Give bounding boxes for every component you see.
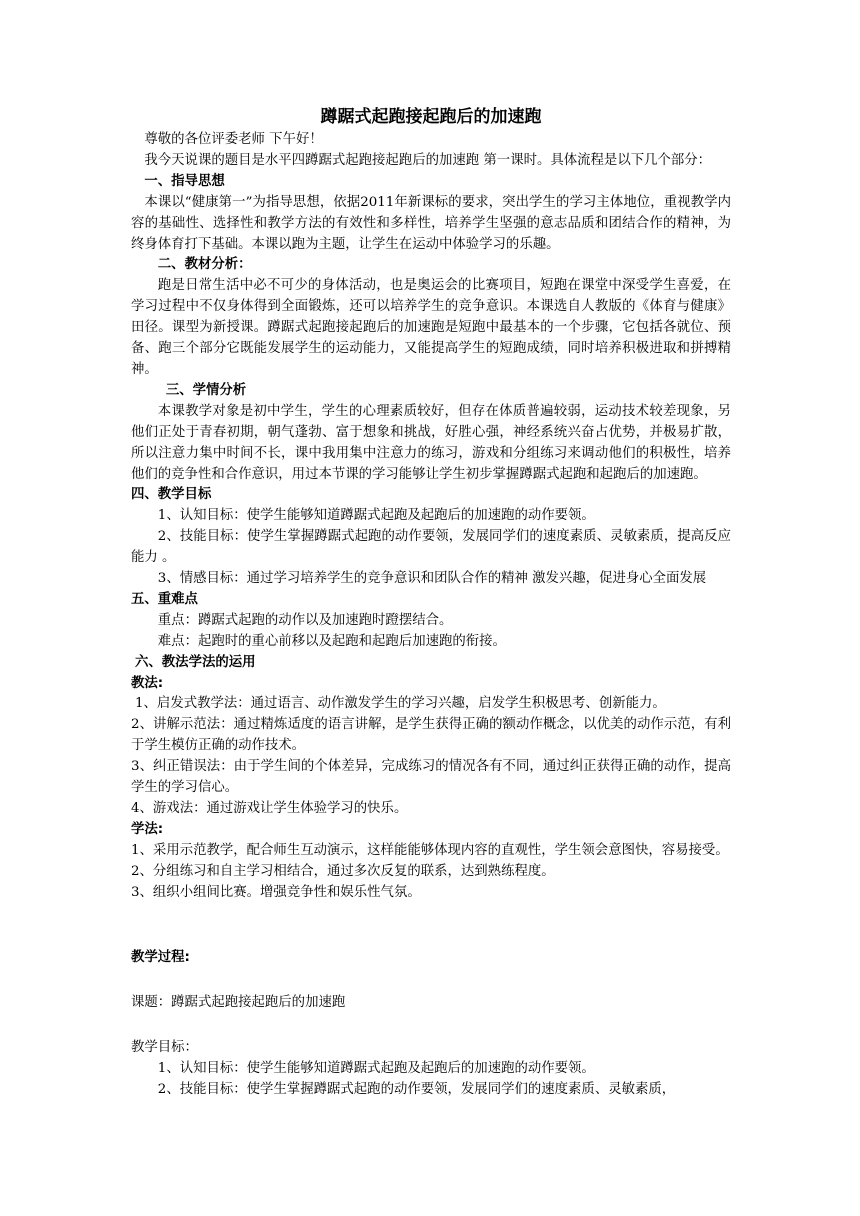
section-heading-student-analysis: 三、学情分析 bbox=[165, 382, 247, 398]
goal-skill: 2、技能目标：使学生掌握蹲踞式起跑的动作要领，发展同学们的速度素质、灵敏素质，提高反应能力 。 bbox=[131, 529, 731, 566]
greeting: 尊敬的各位评委老师 下午好！ bbox=[144, 132, 323, 147]
goal-cognitive-repeat: 1、认知目标：使学生能够知道蹲踞式起跑及起跑后的加速跑的动作要领。 bbox=[157, 1061, 595, 1077]
learning-methods-label: 学法: bbox=[131, 821, 164, 837]
section-body-student-analysis: 本课教学对象是初中学生，学生的心理素质较好，但存在体质普遍较弱，运动技术较差现象，另他们正处于青春初期，朝气蓬勃、富于想象和挑战，好胜心强，神经系统兴奋占优势，并极易扩散，所以注意力集中时间不长，课中我用集中注意力的练习，游戏和分组练习来调动他们的积极性，培养他们的竞争性和合作意识，用过本节课的学习能够让学生初步掌握蹲踞式起跑和起跑后的加速跑。 bbox=[131, 403, 731, 482]
blank-line bbox=[131, 1014, 731, 1038]
section-heading-guiding-thought: 一、指导思想 bbox=[144, 173, 225, 189]
intro-paragraph: 我今天说课的题目是水平四蹲踞式起跑接起跑后的加速跑 第一课时。具体流程是以下几个部分： bbox=[144, 152, 712, 168]
learning-method-item: 3、组织小组间比赛。增强竞争性和娱乐性气氛。 bbox=[131, 884, 421, 900]
section-heading-key-points: 五、重难点 bbox=[131, 591, 198, 607]
teaching-method-item: 1、启发式教学法：通过语言、动作激发学生的学习兴趣，启发学生积极思考、创新能力。 bbox=[135, 696, 666, 712]
teaching-methods-label: 教法: bbox=[131, 675, 164, 691]
key-point: 重点：蹲踞式起跑的动作以及加速跑时蹬摆结合。 bbox=[157, 612, 453, 628]
goal-cognitive: 1、认知目标：使学生能够知道蹲踞式起跑及起跑后的加速跑的动作要领。 bbox=[157, 508, 595, 524]
goal-emotion: 3、情感目标：通过学习培养学生的竞争意识和团队合作的精神 激发兴趣，促进身心全面发展 bbox=[157, 571, 707, 587]
document-title: 蹲踞式起跑接起跑后的加速跑 bbox=[320, 107, 542, 127]
blank-line bbox=[131, 924, 731, 948]
learning-method-item: 1、采用示范教学，配合师生互动演示，这样能能够体现内容的直观性，学生领会意图快，容易接受。 bbox=[131, 842, 729, 858]
document-page bbox=[131, 104, 731, 1101]
section-body-guiding-thought: 本课以“健康第一”为指导思想，依据2011年新课标的要求，突出学生的学习主体地位，重视教学内容的基础性、选择性和教学方法的有效性和多样性，培养学生坚强的意志品质和团结合作的精神，为终身体育打下基础。本课以跑为主题，让学生在运动中体验学习的乐趣。 bbox=[131, 194, 731, 252]
teaching-goals-label: 教学目标： bbox=[131, 1040, 198, 1056]
blank-line bbox=[131, 969, 731, 993]
section-heading-material-analysis: 二、教材分析： bbox=[157, 257, 252, 273]
section-heading-teaching-goals: 四、教学目标 bbox=[131, 487, 212, 503]
section-heading-methods: 六、教法学法的运用 bbox=[135, 654, 256, 670]
goal-skill-repeat: 2、技能目标：使学生掌握蹲踞式起跑的动作要领，发展同学们的速度素质、灵敏素质， bbox=[157, 1082, 676, 1098]
lesson-topic: 课题：蹲踞式起跑接起跑后的加速跑 bbox=[131, 995, 346, 1011]
difficult-point: 难点：起跑时的重心前移以及起跑和起跑后加速跑的衔接。 bbox=[157, 633, 506, 649]
section-body-material-analysis: 跑是日常生活中必不可少的身体活动，也是奥运会的比赛项目，短跑在课堂中深受学生喜爱，在学习过程中不仅身体得到全面锻炼，还可以培养学生的竞争意识。本课选自人教版的《体育与健康》田径。课型为新授课。蹲踞式起跑接起跑后的加速跑是短跑中最基本的一个步骤，它包括各就位、预备、跑三个部分它既能发展学生的运动能力，又能提高学生的短跑成绩，同时培养积极进取和拼搏精神。 bbox=[131, 278, 731, 377]
teaching-method-item: 3、纠正错误法：由于学生间的个体差异，完成练习的情况各有不同，通过纠正获得正确的动作，提高学生的学习信心。 bbox=[131, 759, 731, 796]
teaching-method-item: 4、游戏法：通过游戏让学生体验学习的快乐。 bbox=[131, 801, 408, 816]
blank-line bbox=[131, 904, 731, 925]
teaching-process-heading: 教学过程: bbox=[131, 950, 190, 966]
teaching-method-item: 2、讲解示范法：通过精炼适度的语言讲解，是学生获得正确的额动作概念，以优美的动作示范，有利于学生模仿正确的动作技术。 bbox=[131, 717, 731, 754]
learning-method-item: 2、分组练习和自主学习相结合，通过多次反复的联系，达到熟练程度。 bbox=[131, 863, 555, 879]
